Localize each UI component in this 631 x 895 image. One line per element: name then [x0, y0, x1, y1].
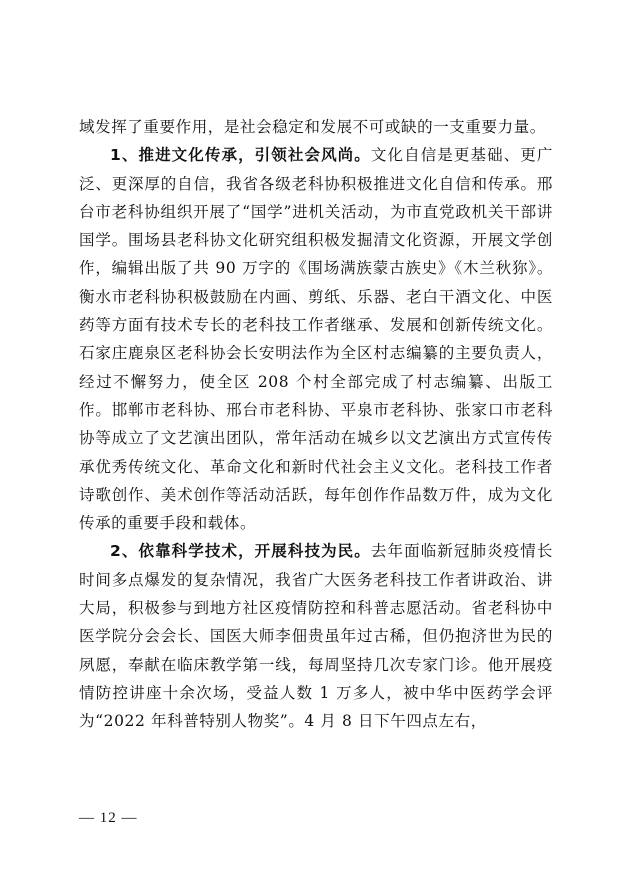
paragraph-text: 文化自信是更基础、更广泛、更深厚的自信，我省各级老科协积极推进文化自信和传承。邢台市老科协组织开展了“国学”进机关活动，为市直党政机关干部讲国学。围场县老科协文化研究组积极发掘清文化资源，开展文学创作，编辑出版了共 90 万字的《围场满族蒙古族史》《木兰秋狝》。衡水市老科协积极鼓励在内画、剪纸、乐器、老白干酒文化、中医药等方面有技术专长的老科技工作者继承、发展和创新传统文化。石家庄鹿泉区老科协会长安明法作为全区村志编纂的主要负责人，经过不懈努力，使全区 208 个村全部完成了村志编纂、出版工作。邯郸市老科协、邢台市老科协、平泉市老科协、张家口市老科协等成立了文艺演出团队，常年活动在城乡以文艺演出方式宣传传承优秀传统文化、革命文化和新时代社会主义文化。老科技工作者诗歌创作、美术创作等活动活跃，每年创作作品数万件，成为文化传承的重要手段和载体。: [79, 146, 553, 533]
paragraph-science: [79, 537, 553, 735]
paragraph-text: 域发挥了重要作用，是社会稳定和发展不可或缺的一支重要力量。: [79, 118, 546, 136]
paragraph-continuation: [79, 113, 553, 141]
paragraph-text: 去年面临新冠肺炎疫情长时间多点爆发的复杂情况，我省广大医务老科技工作者讲政治、讲大局，积极参与到地方社区疫情防控和科普志愿活动。省老科协中医学院分会会长、国医大师李佃贵虽年过古稀，但仍抱济世为民的夙愿，奉献在临床教学第一线，每周坚持几次专家门诊。他开展疫情防控讲座十余次场，受益人数 1 万多人，被中华中医药学会评为“2022 年科普特别人物奖”。4 月 8 日下午四点左右，: [79, 542, 553, 731]
section-heading-science: 2、依靠科学技术，开展科技为民。: [110, 542, 371, 561]
section-heading-culture: 1、推进文化传承，引领社会风尚。: [110, 146, 371, 165]
document-body: [79, 113, 553, 736]
paragraph-culture: [79, 141, 553, 537]
page-number: — 12 —: [79, 810, 138, 826]
